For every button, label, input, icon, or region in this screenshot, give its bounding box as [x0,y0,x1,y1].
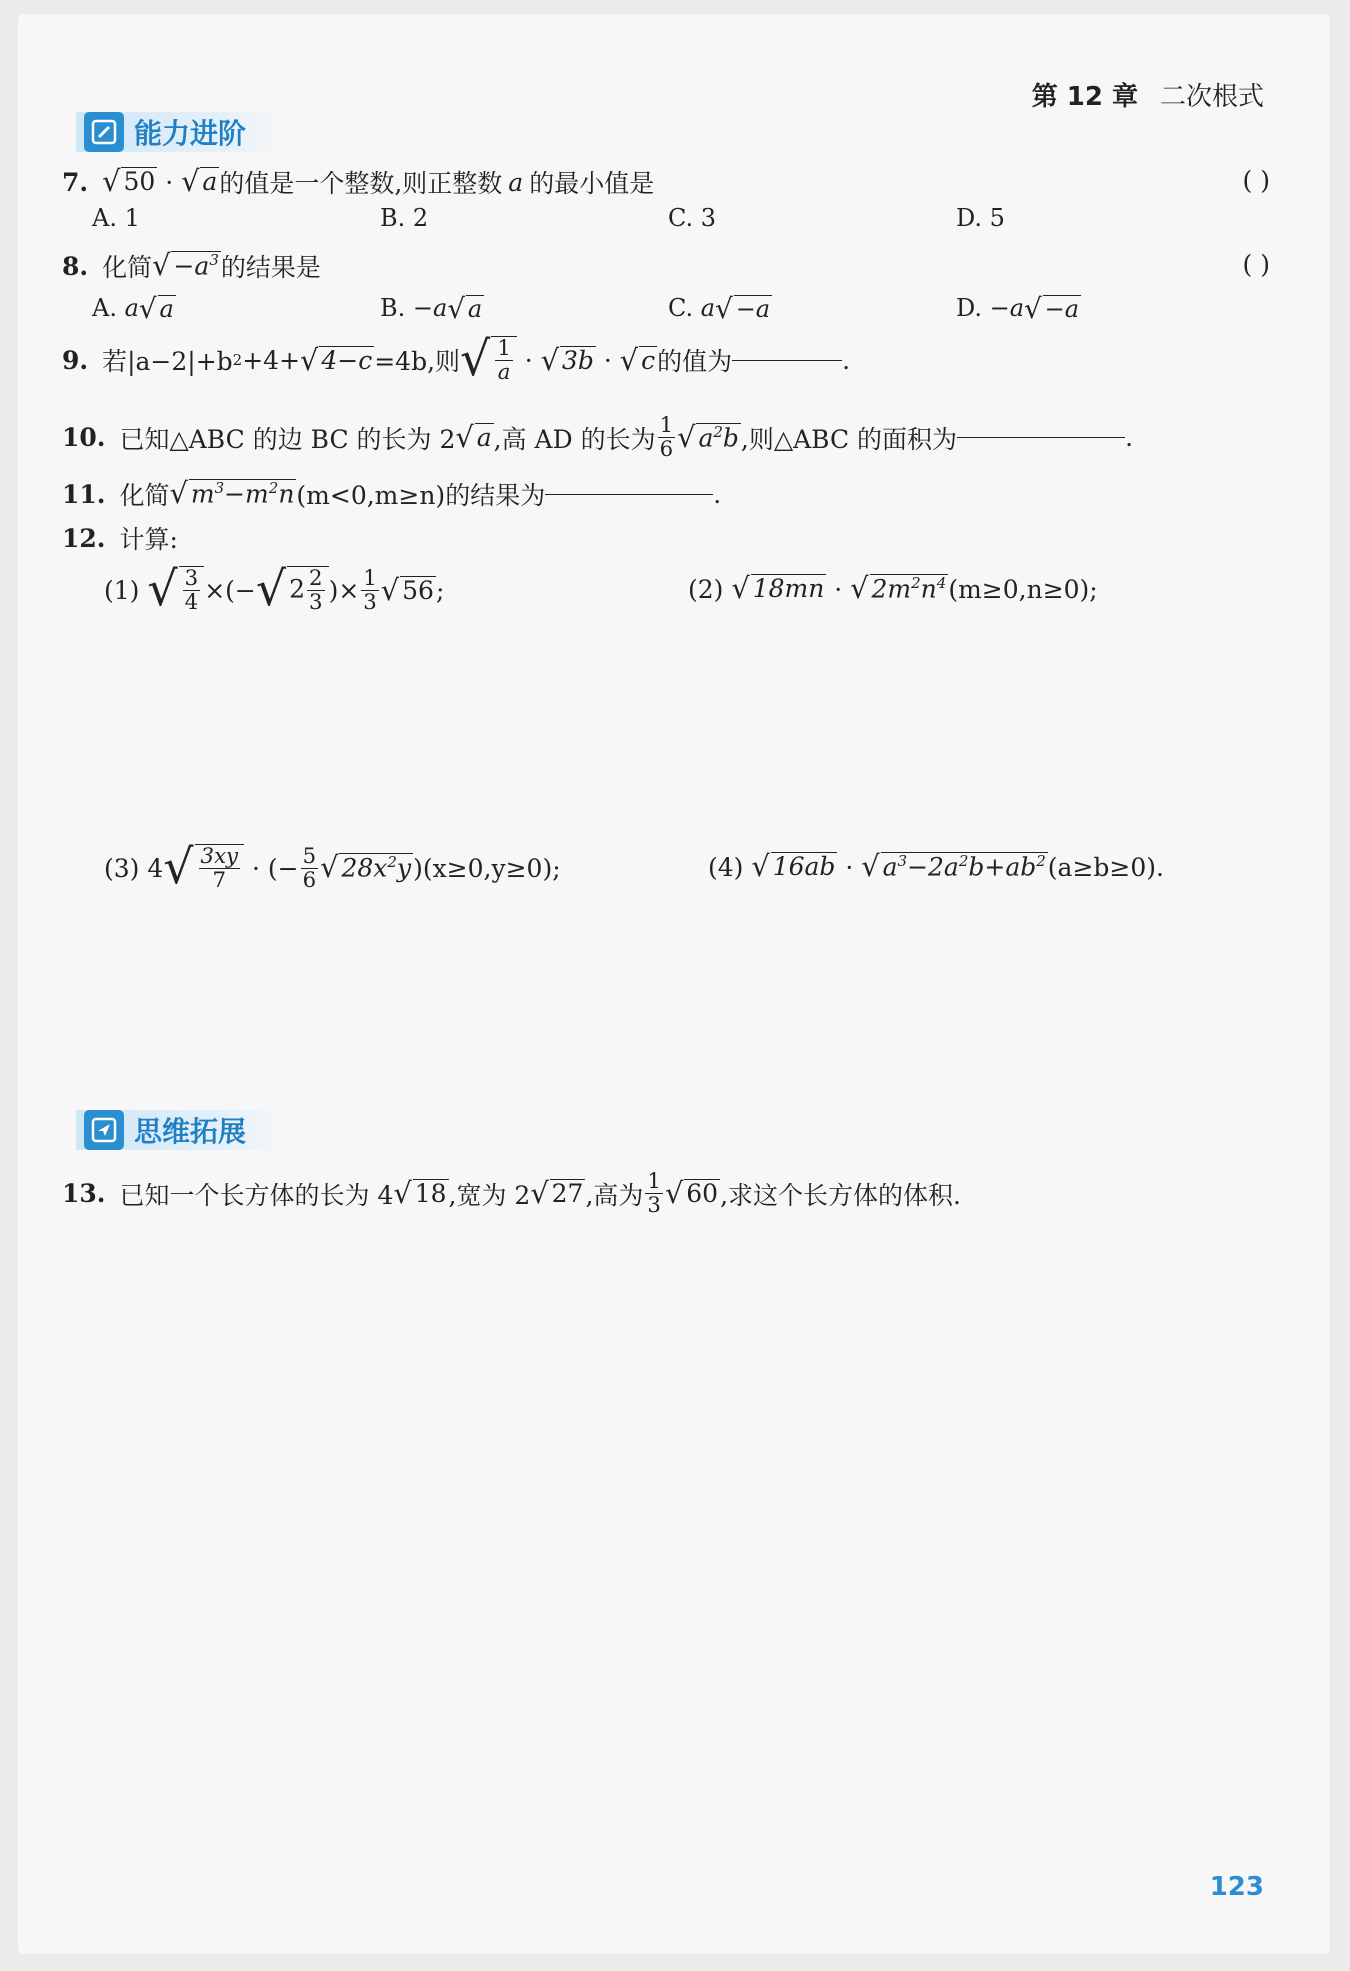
question-11: 11. 化简 √ $m^3-m^2n$ (m<0,m≥n)的结果为 . [62,475,722,510]
answer-blank[interactable] [957,437,1125,438]
period: . [713,479,722,509]
variable: a [508,167,524,197]
radicand: 4−c [321,345,373,375]
option-b[interactable]: B. −a √ a [380,292,483,326]
question-text: 化简 [119,481,170,510]
question-number: 7. [62,167,89,197]
question-8: 8. 化简 √ $-a^3$ 的结果是 [62,247,321,282]
question-7: 7. √ 50 · √ a 的值是一个整数,则正整数 a 的最小值是 [62,164,655,199]
question-text: 计算: [119,525,178,554]
question-text-tail: ,则△ABC 的面积为 [740,424,958,454]
option-d[interactable]: D. 5 [956,204,1005,232]
chapter-title: 二次根式 [1159,82,1264,112]
part-label: (3) 4 [104,853,164,883]
question-number: 12. [62,523,106,553]
question-10: 10. 已知△ABC 的边 BC 的长为 2 √ a ,高 AD 的长为 $\frac{1}{6}$ √ $a^2b$ ,则△ABC 的面积为 . [62,413,1134,463]
send-icon [84,1110,124,1150]
question-text-mid2: ,高为 [585,1180,644,1210]
part-label: (2) [688,574,724,604]
answer-blank[interactable] [732,360,842,361]
question-text: 的值是一个整数,则正整数 [219,169,503,198]
section-ability-title: 能力进阶 [134,117,247,150]
question-number: 13. [62,1179,106,1209]
question-text: 若|a−2|+b [102,347,233,377]
section-ability [76,112,284,152]
option-d[interactable]: D. −a √ −a [956,292,1080,326]
question-text-mid: +4+ [242,345,301,375]
question-text-tail: 的最小值是 [529,169,655,198]
question-number: 9. [62,345,89,375]
problem-12-3: (3) 4 √ $\frac{3xy}{7}$ · (− $\frac{5}{6}$ √ $28x^2y$ ) (x≥0,y≥0); [104,840,561,895]
page [18,14,1330,1954]
section-thinking [76,1110,284,1150]
question-text-tail: ,求这个长方体的体积. [720,1180,961,1210]
question-text: 已知一个长方体的长为 4 [119,1180,394,1210]
part-condition: (a≥b≥0). [1047,852,1164,882]
question-text-mid: ,高 AD 的长为 [493,424,656,454]
question-text-tail: 的值为 [657,347,733,377]
part-condition: (m≥0,n≥0); [948,574,1098,604]
period: . [842,345,851,375]
answer-paren[interactable]: ( ) [1242,250,1270,279]
question-condition: (m<0,m≥n)的结果为 [296,481,546,510]
question-13: 13. 已知一个长方体的长为 4 √ 18 ,宽为 2 √ 27 ,高为 $\frac{1}{3}$ √ 60 ,求这个长方体的体积. [62,1169,961,1219]
option-c[interactable]: C. a √ −a [668,292,771,326]
period: . [1125,423,1134,453]
problem-12-4: (4) √ 16ab · √ $a^3-2a^2b+ab^2$ (a≥b≥0). [708,849,1164,884]
question-text-mid: ,宽为 2 [448,1180,531,1210]
chapter-number: 第 12 章 [1031,82,1138,112]
question-number: 11. [62,479,106,509]
chapter-header [1032,76,1264,113]
question-9: 9. 若|a−2|+b 2 +4+ √ 4−c =4b,则 √ $\frac{1}{a}$ · √ 3b · √ c 的值为 . [62,332,851,387]
option-c[interactable]: C. 3 [668,204,717,232]
question-12 [62,520,178,556]
problem-12-1: (1) √ $\frac{3}{4}$ ×(− √ 2 $\frac{2}{3}$ )× $\frac{1}{3}$ √ 56 ; [104,562,445,617]
problem-12-2: (2) √ 18mn · √ $2m^2n^4$ (m≥0,n≥0); [688,571,1098,606]
option-b[interactable]: B. 2 [380,204,429,232]
part-condition: (x≥0,y≥0); [422,853,561,883]
part-label: (1) [104,575,140,605]
option-a[interactable]: A. 1 [92,204,140,232]
answer-blank[interactable] [545,494,713,495]
answer-paren[interactable]: ( ) [1242,166,1270,195]
pencil-icon [84,112,124,152]
radicand: −a [173,251,210,281]
question-number: 8. [62,251,89,281]
radicand: 50 [123,167,156,197]
page-number: 123 [1209,1872,1264,1902]
question-text: 已知△ABC 的边 BC 的长为 2 [119,424,456,454]
question-text-eq: =4b,则 [374,347,461,377]
part-label: (4) [708,852,744,882]
question-text: 化简 [102,253,153,282]
section-thinking-title: 思维拓展 [134,1115,247,1148]
question-text-tail: 的结果是 [220,253,321,282]
question-number: 10. [62,423,106,453]
option-a[interactable]: A. a √ a [92,292,174,326]
